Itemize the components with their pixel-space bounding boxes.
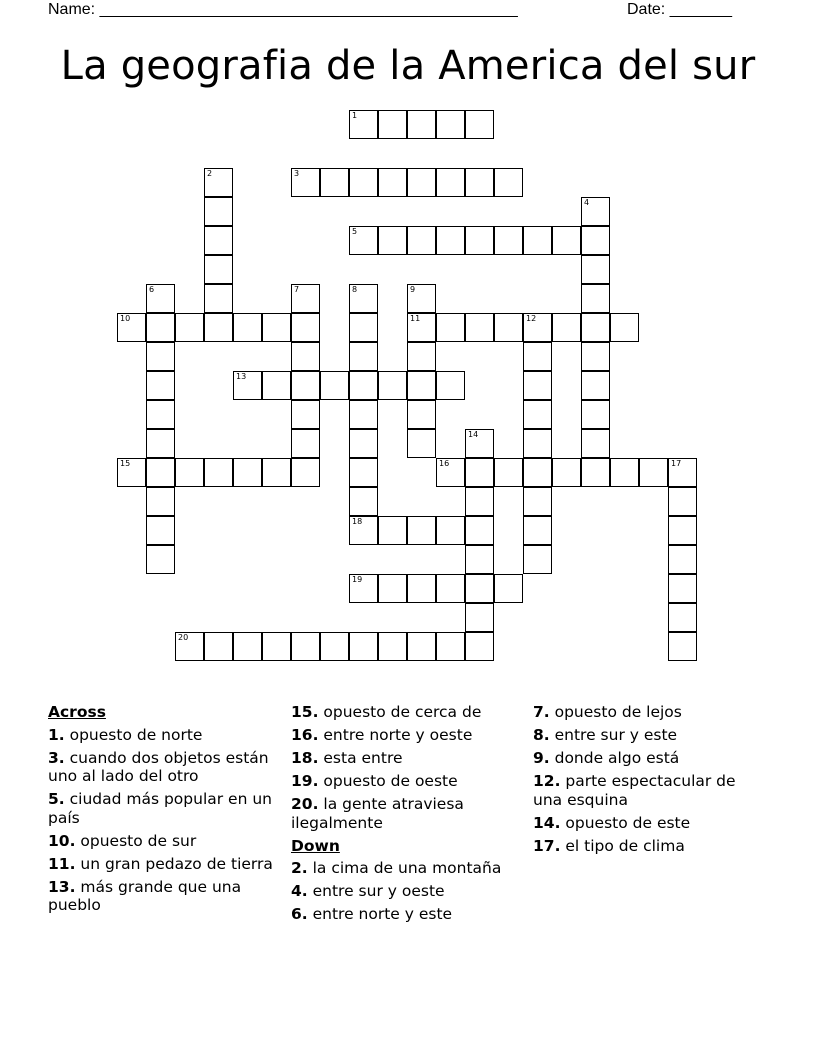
grid-cell[interactable] [262, 632, 291, 661]
grid-cell[interactable] [581, 342, 610, 371]
grid-cell[interactable] [552, 226, 581, 255]
grid-cell[interactable] [465, 516, 494, 545]
grid-cell[interactable] [436, 313, 465, 342]
grid-cell[interactable] [465, 603, 494, 632]
grid-cell[interactable] [117, 313, 146, 342]
clue-down-8: 8. entre sur y este [533, 726, 678, 744]
grid-cell[interactable] [581, 197, 610, 226]
grid-cell[interactable] [668, 603, 697, 632]
grid-cell[interactable] [233, 313, 262, 342]
clue-down-9: 9. donde algo está [533, 749, 680, 767]
grid-cell[interactable] [668, 545, 697, 574]
clue-number: 19 [352, 575, 363, 584]
grid-cell[interactable] [407, 226, 436, 255]
clue-down-17: 17. el tipo de clima [533, 836, 685, 855]
grid-cell[interactable] [523, 487, 552, 516]
grid-cell[interactable] [349, 313, 378, 342]
grid-cell[interactable] [175, 458, 204, 487]
grid-cell[interactable] [378, 110, 407, 139]
grid-cell[interactable] [581, 313, 610, 342]
grid-cell[interactable] [494, 458, 523, 487]
clue-number: 5 [352, 227, 358, 236]
grid-cell[interactable] [581, 255, 610, 284]
grid-cell[interactable] [523, 516, 552, 545]
grid-cell[interactable] [349, 632, 378, 661]
grid-cell[interactable] [465, 574, 494, 603]
grid-cell[interactable] [407, 574, 436, 603]
clue-number: 15 [120, 459, 131, 468]
clue-number: 7 [294, 285, 300, 294]
grid-cell[interactable] [523, 313, 552, 342]
clues-column-1 [48, 703, 284, 919]
grid-cell[interactable] [204, 284, 233, 313]
grid-cell[interactable] [581, 400, 610, 429]
grid-cell[interactable] [610, 458, 639, 487]
grid-cell[interactable] [465, 487, 494, 516]
grid-cell[interactable] [291, 313, 320, 342]
grid-cell[interactable] [291, 632, 320, 661]
clue-across-15: 15. opuesto de cerca de [291, 703, 482, 721]
grid-cell[interactable] [262, 371, 291, 400]
grid-cell[interactable] [378, 574, 407, 603]
grid-cell[interactable] [523, 342, 552, 371]
clue-number: 4 [584, 198, 590, 207]
grid-cell[interactable] [204, 632, 233, 661]
grid-cell[interactable] [494, 168, 523, 197]
grid-cell[interactable] [146, 487, 175, 516]
grid-cell[interactable] [349, 400, 378, 429]
clue-number: 10 [120, 314, 131, 323]
clue-number: 18 [352, 517, 363, 526]
grid-cell[interactable] [407, 110, 436, 139]
grid-cell[interactable] [639, 458, 668, 487]
grid-cell[interactable] [407, 429, 436, 458]
grid-cell[interactable] [436, 168, 465, 197]
grid-cell[interactable] [146, 545, 175, 574]
grid-cell[interactable] [204, 197, 233, 226]
grid-cell[interactable] [436, 458, 465, 487]
grid-cell[interactable] [349, 574, 378, 603]
grid-cell[interactable] [320, 371, 349, 400]
grid-cell[interactable] [349, 458, 378, 487]
date-line: Date: _______ [627, 1, 732, 18]
grid-cell[interactable] [146, 400, 175, 429]
grid-cell[interactable] [407, 284, 436, 313]
clue-down-14: 14. opuesto de este [533, 813, 691, 832]
clue-down-2: 2. la cima de una montaña [291, 859, 502, 877]
grid-cell[interactable] [146, 458, 175, 487]
name-line: Name: _______________________________________________ [48, 1, 518, 18]
grid-cell[interactable] [494, 226, 523, 255]
grid-cell[interactable] [349, 226, 378, 255]
grid-cell[interactable] [523, 458, 552, 487]
clue-across-13: 13. más grande que una pueblo [48, 877, 242, 914]
grid-cell[interactable] [117, 458, 146, 487]
grid-cell[interactable] [523, 226, 552, 255]
grid-cell[interactable] [320, 168, 349, 197]
clue-across-20: 20. la gente atraviesa ilegalmente [291, 795, 464, 832]
clue-down-6: 6. entre norte y este [291, 905, 453, 923]
clue-number: 9 [410, 285, 416, 294]
grid-cell[interactable] [523, 400, 552, 429]
grid-cell[interactable] [349, 429, 378, 458]
grid-cell[interactable] [233, 371, 262, 400]
clue-across-19: 19. opuesto de oeste [291, 772, 458, 790]
clue-number: 20 [178, 633, 189, 642]
grid-cell[interactable] [204, 168, 233, 197]
grid-cell[interactable] [407, 632, 436, 661]
clue-across-16: 16. entre norte y oeste [291, 726, 473, 744]
grid-cell[interactable] [465, 429, 494, 458]
grid-cell[interactable] [465, 458, 494, 487]
grid-cell[interactable] [668, 574, 697, 603]
clue-number: 16 [439, 459, 450, 468]
grid-cell[interactable] [581, 458, 610, 487]
grid-cell[interactable] [436, 632, 465, 661]
grid-cell[interactable] [465, 226, 494, 255]
across-heading: Across [48, 703, 106, 721]
grid-cell[interactable] [436, 226, 465, 255]
grid-cell[interactable] [581, 371, 610, 400]
clue-down-4: 4. entre sur y oeste [291, 882, 445, 900]
clue-across-18: 18. esta entre [291, 749, 403, 767]
grid-cell[interactable] [436, 516, 465, 545]
grid-cell[interactable] [291, 342, 320, 371]
grid-cell[interactable] [581, 429, 610, 458]
clue-number: 13 [236, 372, 247, 381]
grid-cell[interactable] [668, 487, 697, 516]
grid-cell[interactable] [668, 458, 697, 487]
clue-number: 3 [294, 169, 300, 178]
grid-cell[interactable] [175, 632, 204, 661]
grid-cell[interactable] [291, 371, 320, 400]
clue-across-10: 10. opuesto de sur [48, 831, 197, 850]
grid-cell[interactable] [349, 110, 378, 139]
grid-cell[interactable] [378, 516, 407, 545]
grid-cell[interactable] [465, 313, 494, 342]
grid-cell[interactable] [436, 574, 465, 603]
grid-cell[interactable] [436, 371, 465, 400]
grid-cell[interactable] [552, 458, 581, 487]
grid-cell[interactable] [668, 516, 697, 545]
grid-cell[interactable] [146, 342, 175, 371]
down-heading: Down [291, 836, 340, 855]
clue-number: 12 [526, 314, 537, 323]
grid-cell[interactable] [378, 168, 407, 197]
grid-cell[interactable] [204, 313, 233, 342]
clue-across-11: 11. un gran pedazo de tierra [48, 854, 273, 873]
grid-cell[interactable] [233, 632, 262, 661]
grid-cell[interactable] [349, 284, 378, 313]
grid-cell[interactable] [349, 371, 378, 400]
grid-cell[interactable] [378, 632, 407, 661]
clue-number: 14 [468, 430, 479, 439]
grid-cell[interactable] [465, 545, 494, 574]
grid-cell[interactable] [146, 284, 175, 313]
grid-cell[interactable] [349, 342, 378, 371]
clues-column-3 [533, 703, 769, 860]
grid-cell[interactable] [407, 313, 436, 342]
grid-cell[interactable] [349, 168, 378, 197]
grid-cell[interactable] [349, 487, 378, 516]
grid-cell[interactable] [233, 458, 262, 487]
clue-across-5: 5. ciudad más popular en un país [48, 790, 272, 827]
grid-cell[interactable] [407, 516, 436, 545]
grid-cell[interactable] [175, 313, 204, 342]
grid-cell[interactable] [465, 110, 494, 139]
grid-cell[interactable] [407, 342, 436, 371]
grid-cell[interactable] [523, 545, 552, 574]
grid-cell[interactable] [146, 516, 175, 545]
clue-down-7: 7. opuesto de lejos [533, 703, 682, 721]
grid-cell[interactable] [291, 168, 320, 197]
grid-cell[interactable] [523, 371, 552, 400]
grid-cell[interactable] [668, 632, 697, 661]
grid-cell[interactable] [523, 429, 552, 458]
grid-cell[interactable] [204, 255, 233, 284]
grid-cell[interactable] [204, 226, 233, 255]
grid-cell[interactable] [262, 313, 291, 342]
clue-down-12: 12. parte espectacular de una esquina [533, 772, 736, 809]
grid-cell[interactable] [204, 458, 233, 487]
clues-column-2 [291, 703, 527, 928]
clue-number: 6 [149, 285, 155, 294]
grid-cell[interactable] [494, 574, 523, 603]
grid-cell[interactable] [407, 371, 436, 400]
grid-cell[interactable] [552, 313, 581, 342]
grid-cell[interactable] [581, 226, 610, 255]
grid-cell[interactable] [581, 284, 610, 313]
grid-cell[interactable] [146, 313, 175, 342]
grid-cell[interactable] [291, 429, 320, 458]
grid-cell[interactable] [262, 458, 291, 487]
grid-cell[interactable] [291, 458, 320, 487]
grid-cell[interactable] [291, 400, 320, 429]
grid-cell[interactable] [378, 371, 407, 400]
grid-cell[interactable] [407, 168, 436, 197]
grid-cell[interactable] [436, 110, 465, 139]
clue-number: 11 [410, 314, 421, 323]
clue-number: 8 [352, 285, 358, 294]
grid-cell[interactable] [465, 168, 494, 197]
grid-cell[interactable] [610, 313, 639, 342]
clue-across-1: 1. opuesto de norte [48, 725, 203, 744]
page-title: La geografia de la America del sur [60, 43, 756, 89]
grid-cell[interactable] [465, 632, 494, 661]
grid-cell[interactable] [407, 400, 436, 429]
grid-cell[interactable] [320, 632, 349, 661]
grid-cell[interactable] [146, 429, 175, 458]
grid-cell[interactable] [146, 371, 175, 400]
grid-cell[interactable] [378, 226, 407, 255]
clue-number: 1 [352, 111, 358, 120]
clue-number: 17 [671, 459, 682, 468]
grid-cell[interactable] [494, 313, 523, 342]
clue-across-3: 3. cuando dos objetos están uno al lado del otro [48, 748, 269, 785]
grid-cell[interactable] [291, 284, 320, 313]
grid-cell[interactable] [349, 516, 378, 545]
clue-number: 2 [207, 169, 213, 178]
